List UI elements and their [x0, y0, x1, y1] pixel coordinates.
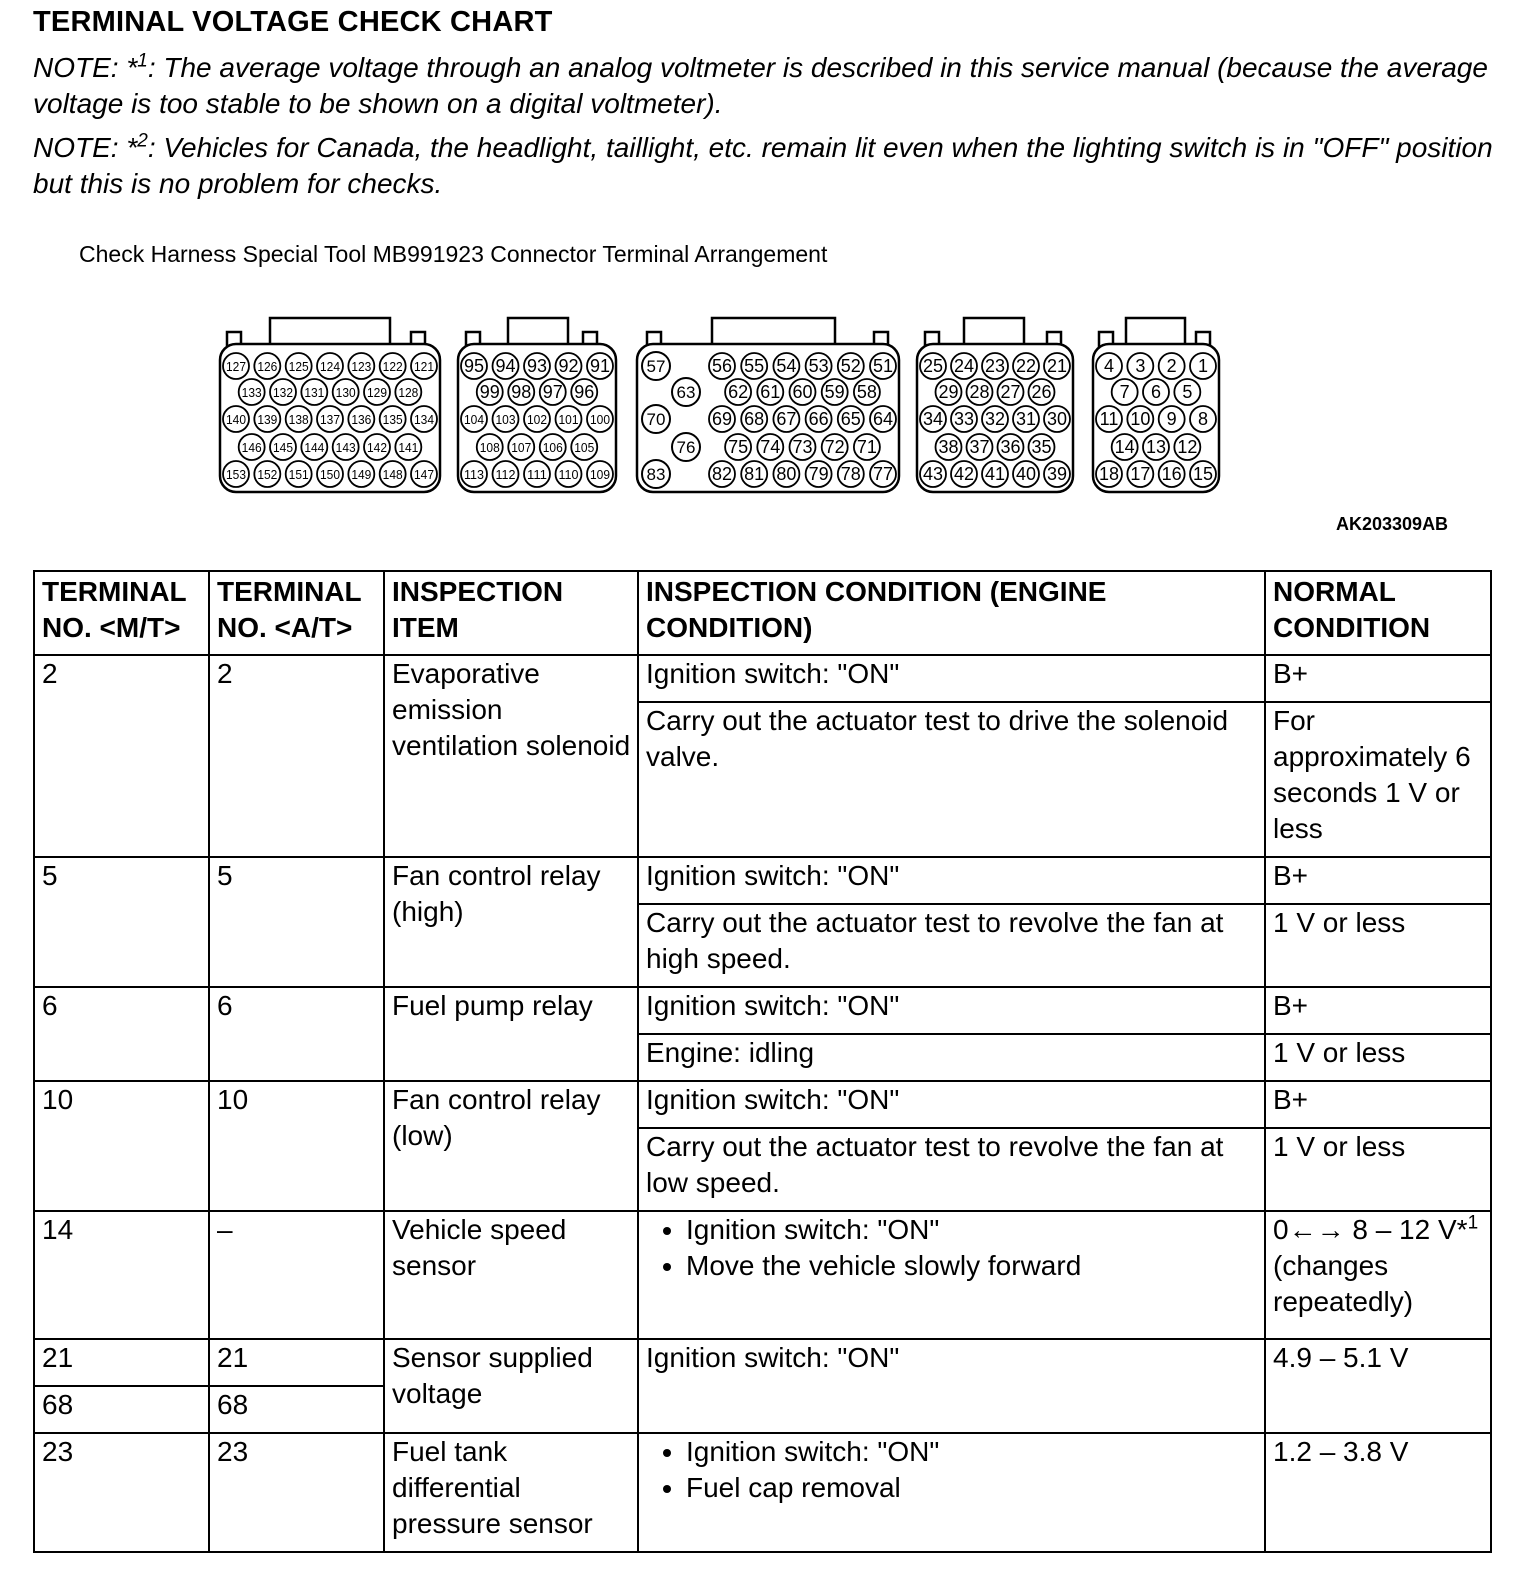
- terminal-label: 18: [1098, 464, 1120, 484]
- connector-key: [270, 318, 390, 344]
- cell-normal: 1 V or less: [1265, 1128, 1491, 1211]
- terminal-label: 96: [574, 382, 595, 402]
- terminal-label: 7: [1119, 382, 1130, 402]
- terminal-label: 128: [398, 385, 419, 400]
- table-row: [34, 1339, 1491, 1386]
- terminal-label: 78: [840, 464, 861, 484]
- table-row: [34, 857, 1491, 904]
- cell-condition: Ignition switch: "ON": [638, 857, 1265, 904]
- table-row: [34, 1433, 1491, 1552]
- connector-terminal-diagram: [0, 290, 1520, 505]
- connector-key: [1126, 318, 1185, 344]
- cell-normal: B+: [1265, 1081, 1491, 1128]
- terminal-label: 76: [676, 438, 696, 457]
- header-terminal-mt: TERMINAL NO. <M/T>: [34, 571, 209, 655]
- terminal-label: 66: [808, 409, 829, 429]
- terminal-label: 151: [288, 467, 309, 482]
- terminal-label: 100: [590, 412, 610, 427]
- terminal-label: 59: [824, 382, 845, 402]
- cell-condition: Carry out the actuator test to revolve the fan at low speed.: [638, 1128, 1265, 1211]
- terminal-label: 9: [1166, 409, 1177, 429]
- terminal-label: 107: [511, 440, 532, 455]
- terminal-label: 125: [288, 359, 309, 374]
- bullet-item: • Ignition switch: "ON": [686, 1212, 1258, 1248]
- terminal-label: 97: [542, 382, 563, 402]
- terminal-label: 8: [1197, 409, 1209, 429]
- terminal-label: 57: [646, 357, 666, 376]
- connector-3: [637, 318, 899, 492]
- cell-normal: 1 V or less: [1265, 904, 1491, 987]
- terminal-label: 51: [872, 356, 894, 376]
- cell-terminal-mt: 68: [34, 1386, 209, 1433]
- cell-normal: B+: [1265, 987, 1491, 1034]
- table-row: [34, 1081, 1491, 1128]
- terminal-label: 108: [479, 440, 500, 455]
- terminal-label: 27: [1000, 382, 1021, 402]
- terminal-label: 91: [589, 356, 611, 376]
- terminal-label: 69: [711, 409, 733, 429]
- terminal-voltage-table: [33, 570, 1492, 1553]
- terminal-label: 109: [590, 467, 610, 482]
- terminal-label: 134: [414, 412, 434, 427]
- connector-key: [712, 318, 835, 344]
- terminal-label: 54: [776, 356, 797, 376]
- terminal-label: 23: [984, 356, 1006, 376]
- cell-normal: B+: [1265, 857, 1491, 904]
- cell-terminal-at: 68: [209, 1386, 384, 1433]
- cell-condition: [638, 1211, 1265, 1339]
- cell-inspection-item: Sensor supplied voltage: [384, 1339, 638, 1433]
- cell-condition: Carry out the actuator test to drive the solenoid valve.: [638, 702, 1265, 857]
- terminal-label: 145: [273, 440, 293, 455]
- terminal-label: 42: [953, 464, 975, 484]
- terminal-label: 81: [744, 464, 765, 484]
- terminal-label: 21: [1046, 356, 1068, 376]
- terminal-label: 15: [1192, 464, 1214, 484]
- terminal-label: 62: [728, 382, 749, 402]
- terminal-label: 68: [744, 409, 765, 429]
- terminal-label: 132: [273, 385, 293, 400]
- terminal-label: 33: [953, 409, 975, 429]
- terminal-label: 94: [495, 356, 516, 376]
- terminal-label: 82: [711, 464, 733, 484]
- terminal-label: 98: [511, 382, 532, 402]
- terminal-label: 22: [1015, 356, 1037, 376]
- terminal-label: 4: [1103, 356, 1115, 376]
- cell-normal: For approximately 6 seconds 1 V or less: [1265, 702, 1491, 857]
- cell-terminal-mt: 5: [34, 857, 209, 987]
- cell-normal: 1 V or less: [1265, 1034, 1491, 1081]
- cell-terminal-at: 23: [209, 1433, 384, 1552]
- terminal-label: 138: [288, 412, 309, 427]
- header-terminal-at: TERMINAL NO. <A/T>: [209, 571, 384, 655]
- terminal-label: 153: [226, 467, 246, 482]
- terminal-label: 101: [558, 412, 579, 427]
- terminal-label: 75: [728, 437, 749, 457]
- terminal-label: 31: [1015, 409, 1037, 429]
- terminal-label: 10: [1130, 409, 1151, 429]
- terminal-label: 40: [1015, 464, 1037, 484]
- terminal-label: 26: [1031, 382, 1052, 402]
- figure-code: AK203309AB: [1336, 514, 1449, 534]
- table-row: [34, 987, 1491, 1034]
- terminal-label: 112: [495, 467, 516, 482]
- cell-terminal-mt: 23: [34, 1433, 209, 1552]
- terminal-label: 121: [414, 359, 434, 374]
- bullet-item: • Fuel cap removal: [686, 1470, 1258, 1506]
- cell-inspection-item: Fan control relay (high): [384, 857, 638, 987]
- terminal-label: 149: [351, 467, 372, 482]
- terminal-label: 1: [1197, 356, 1209, 376]
- terminal-label: 63: [676, 383, 696, 402]
- table-row: [34, 1211, 1491, 1339]
- terminal-label: 30: [1046, 409, 1068, 429]
- cell-condition: Carry out the actuator test to revolve the fan at high speed.: [638, 904, 1265, 987]
- cell-condition: Ignition switch: "ON": [638, 655, 1265, 702]
- terminal-label: 14: [1114, 437, 1135, 457]
- cell-terminal-mt: 21: [34, 1339, 209, 1386]
- connector-4: [917, 318, 1073, 492]
- cell-condition: Engine: idling: [638, 1034, 1265, 1081]
- terminal-label: 130: [335, 385, 356, 400]
- diagram-caption: Check Harness Special Tool MB991923 Connector Terminal Arrangement: [79, 241, 828, 267]
- terminal-label: 70: [646, 410, 666, 429]
- terminal-label: 147: [414, 467, 434, 482]
- cell-terminal-mt: 10: [34, 1081, 209, 1211]
- header-inspection-condition: INSPECTION CONDITION (ENGINE CONDITION): [638, 571, 1265, 655]
- terminal-label: 133: [241, 385, 262, 400]
- terminal-label: 25: [922, 356, 944, 376]
- terminal-label: 52: [840, 356, 861, 376]
- connector-1: [220, 318, 440, 492]
- terminal-label: 5: [1182, 382, 1193, 402]
- terminal-label: 129: [367, 385, 387, 400]
- terminal-label: 53: [808, 356, 829, 376]
- terminal-label: 58: [856, 382, 877, 402]
- cell-normal: 0←→ 8 – 12 V*$^1$ (changes repeatedly): [1265, 1211, 1491, 1339]
- terminal-label: 131: [304, 385, 325, 400]
- terminal-label: 150: [320, 467, 340, 482]
- terminal-label: 77: [872, 464, 894, 484]
- note-2: NOTE: *$^2$: Vehicles for Canada, the headlight, taillight, etc. remain lit even when the lighting switch is in "OFF" position but this is no problem for checks.: [33, 130, 1493, 199]
- cell-terminal-mt: 14: [34, 1211, 209, 1339]
- cell-terminal-at: 6: [209, 987, 384, 1081]
- terminal-label: 95: [463, 356, 485, 376]
- terminal-label: 37: [969, 437, 990, 457]
- connector-key: [508, 318, 568, 344]
- terminal-label: 6: [1150, 382, 1162, 402]
- terminal-label: 74: [760, 437, 781, 457]
- terminal-label: 35: [1031, 437, 1052, 457]
- terminal-label: 41: [984, 464, 1006, 484]
- cell-condition: Ignition switch: "ON": [638, 1081, 1265, 1128]
- terminal-label: 64: [872, 409, 894, 429]
- terminal-label: 79: [808, 464, 829, 484]
- page-title: TERMINAL VOLTAGE CHECK CHART: [33, 6, 553, 38]
- terminal-label: 106: [542, 440, 563, 455]
- terminal-label: 3: [1135, 356, 1146, 376]
- terminal-label: 24: [953, 356, 975, 376]
- header-normal-condition: NORMAL CONDITION: [1265, 571, 1491, 655]
- cell-inspection-item: Vehicle speed sensor: [384, 1211, 638, 1339]
- terminal-label: 122: [382, 359, 403, 374]
- table-header-row: [34, 571, 1491, 655]
- terminal-label: 61: [760, 382, 781, 402]
- cell-terminal-at: –: [209, 1211, 384, 1339]
- cell-terminal-at: 10: [209, 1081, 384, 1211]
- terminal-label: 104: [464, 412, 484, 427]
- terminal-label: 29: [938, 382, 959, 402]
- terminal-label: 143: [335, 440, 356, 455]
- terminal-label: 11: [1099, 409, 1119, 429]
- terminal-label: 73: [792, 437, 813, 457]
- terminal-label: 103: [495, 412, 516, 427]
- terminal-label: 105: [574, 440, 595, 455]
- terminal-label: 102: [527, 412, 547, 427]
- terminal-label: 36: [1000, 437, 1021, 457]
- bullet-item: • Move the vehicle slowly forward: [686, 1248, 1258, 1284]
- terminal-label: 28: [969, 382, 990, 402]
- terminal-label: 13: [1145, 437, 1167, 457]
- terminal-label: 142: [367, 440, 387, 455]
- terminal-label: 110: [558, 467, 579, 482]
- cell-terminal-mt: 2: [34, 655, 209, 857]
- cell-terminal-at: 2: [209, 655, 384, 857]
- header-inspection-item: INSPECTION ITEM: [384, 571, 638, 655]
- cell-condition: [638, 1433, 1265, 1552]
- terminal-label: 152: [257, 467, 278, 482]
- terminal-label: 111: [527, 467, 547, 482]
- cell-inspection-item: Evaporative emission ventilation solenoid: [384, 655, 638, 857]
- terminal-label: 137: [320, 412, 340, 427]
- terminal-label: 34: [922, 409, 944, 429]
- terminal-label: 123: [351, 359, 372, 374]
- terminal-label: 139: [257, 412, 278, 427]
- terminal-label: 67: [776, 409, 797, 429]
- terminal-label: 16: [1161, 464, 1182, 484]
- terminal-label: 99: [479, 382, 500, 402]
- cell-normal: B+: [1265, 655, 1491, 702]
- terminal-label: 146: [241, 440, 262, 455]
- cell-terminal-at: 21: [209, 1339, 384, 1386]
- connector-2: [458, 318, 616, 492]
- table-row: [34, 655, 1491, 702]
- cell-condition: Ignition switch: "ON": [638, 1339, 1265, 1433]
- terminal-label: 80: [776, 464, 797, 484]
- condition-bullet-list: [646, 1212, 1258, 1284]
- terminal-label: 136: [351, 412, 372, 427]
- terminal-label: 72: [824, 437, 845, 457]
- terminal-label: 135: [382, 412, 403, 427]
- terminal-label: 55: [744, 356, 765, 376]
- bullet-item: • Ignition switch: "ON": [686, 1434, 1258, 1470]
- terminal-label: 32: [984, 409, 1006, 429]
- terminal-label: 38: [938, 437, 959, 457]
- terminal-label: 141: [398, 440, 419, 455]
- cell-condition: Ignition switch: "ON": [638, 987, 1265, 1034]
- terminal-label: 65: [840, 409, 861, 429]
- terminal-label: 2: [1166, 356, 1177, 376]
- terminal-label: 92: [558, 356, 579, 376]
- terminal-label: 126: [257, 359, 278, 374]
- connector-key: [964, 318, 1024, 344]
- condition-bullet-list: [646, 1434, 1258, 1506]
- terminal-label: 93: [526, 356, 548, 376]
- terminal-label: 148: [382, 467, 403, 482]
- terminal-label: 17: [1130, 464, 1151, 484]
- cell-inspection-item: Fan control relay (low): [384, 1081, 638, 1211]
- cell-terminal-at: 5: [209, 857, 384, 987]
- terminal-label: 43: [922, 464, 944, 484]
- cell-inspection-item: Fuel tank differential pressure sensor: [384, 1433, 638, 1552]
- terminal-label: 39: [1046, 464, 1068, 484]
- terminal-label: 60: [792, 382, 813, 402]
- terminal-label: 124: [320, 359, 340, 374]
- cell-terminal-mt: 6: [34, 987, 209, 1081]
- connector-5: [1093, 318, 1219, 492]
- terminal-label: 83: [646, 465, 666, 484]
- terminal-label: 71: [856, 437, 877, 457]
- note-1: NOTE: *$^1$: The average voltage through an analog voltmeter is described in this service manual (because the average voltage is too stable to be shown on a digital voltmeter).: [33, 50, 1488, 119]
- terminal-label: 12: [1177, 437, 1198, 457]
- terminal-label: 144: [304, 440, 325, 455]
- cell-inspection-item: Fuel pump relay: [384, 987, 638, 1081]
- terminal-label: 140: [226, 412, 246, 427]
- cell-normal: 4.9 – 5.1 V: [1265, 1339, 1491, 1433]
- terminal-label: 56: [711, 356, 733, 376]
- terminal-label: 127: [226, 359, 246, 374]
- terminal-label: 113: [464, 467, 484, 482]
- cell-normal: 1.2 – 3.8 V: [1265, 1433, 1491, 1552]
